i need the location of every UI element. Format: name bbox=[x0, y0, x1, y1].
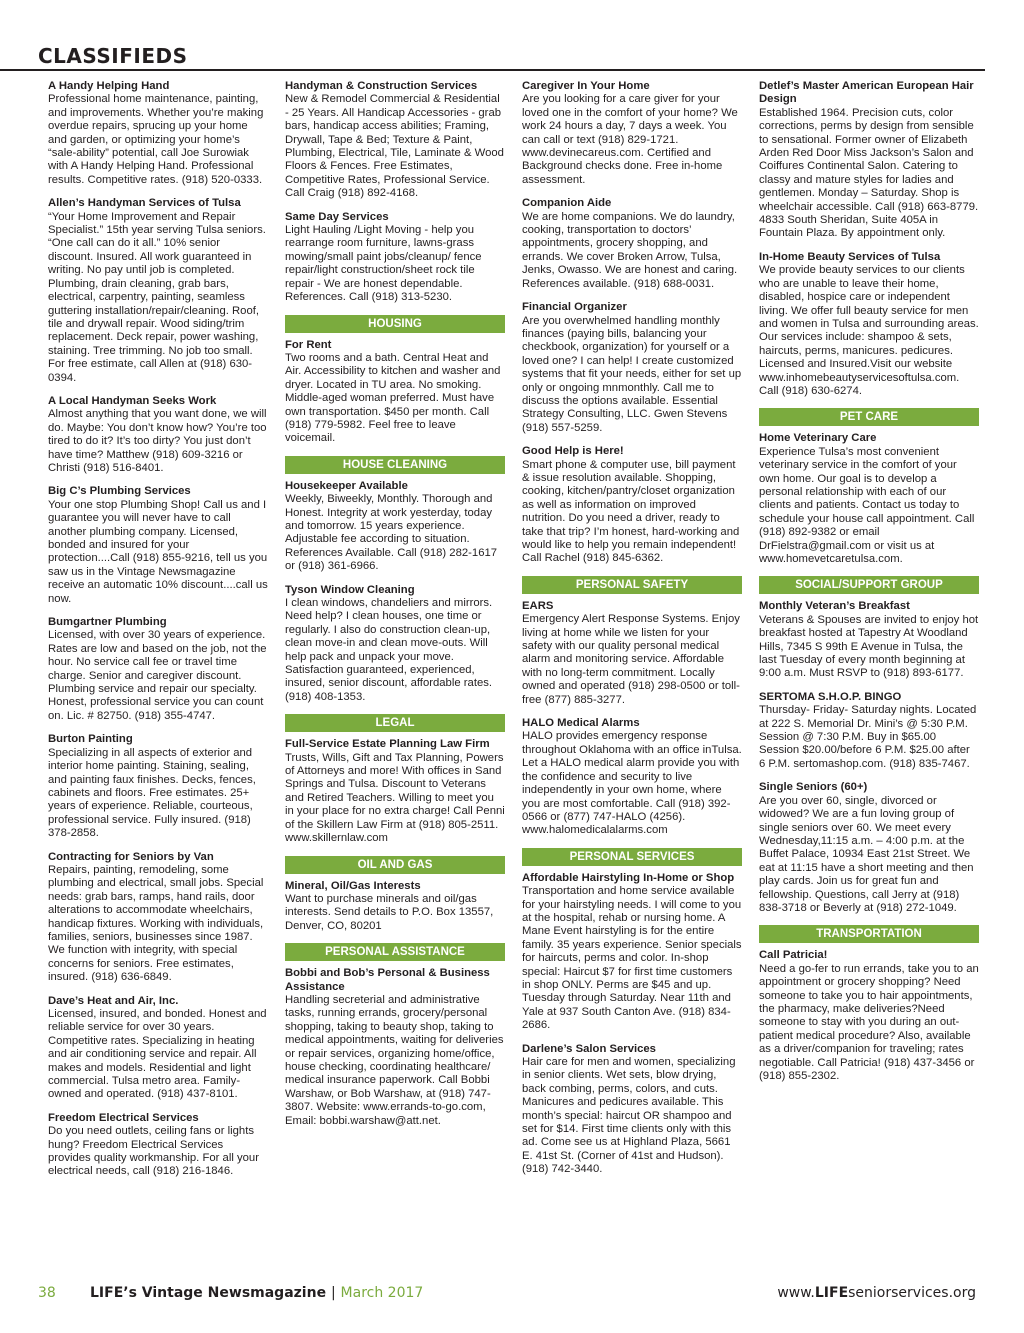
section-header: PET CARE bbox=[759, 408, 979, 426]
ad-title: A Local Handyman Seeks Work bbox=[48, 394, 217, 407]
ad-title: Dave’s Heat and Air, Inc. bbox=[48, 994, 179, 1007]
classified-ad bbox=[285, 880, 505, 934]
classified-ad bbox=[48, 851, 268, 985]
ad-title: A Handy Helping Hand bbox=[48, 80, 170, 92]
classified-ad bbox=[759, 691, 979, 771]
classified-ad bbox=[759, 80, 979, 241]
ad-title: Companion Aide bbox=[522, 197, 612, 210]
publication-name: LIFE’s Vintage Newsmagazine bbox=[90, 1285, 327, 1301]
classified-ad bbox=[285, 80, 505, 201]
ad-body: Licensed, with over 30 years of experience. Rates are low and based on the job, not the hour. No service call fee or travel time charge. Senior and caregiver discount. Plumbing service and repair our specialty. Honest, professional service you can count on. Lic. # 82750. (918) 355-4747. bbox=[48, 629, 267, 722]
classified-ad bbox=[759, 781, 979, 915]
ad-body: Do you need outlets, ceiling fans or lights hung? Freedom Electrical Services provides quality workmanship. For all your electrical needs, call (918) 216-1846. bbox=[48, 1125, 259, 1178]
classified-ad bbox=[48, 1112, 268, 1179]
ad-title: Full-Service Estate Planning Law Firm bbox=[285, 738, 490, 751]
ad-title: Burton Painting bbox=[48, 733, 133, 746]
ad-title: Detlef’s Master American European Hair Design bbox=[759, 80, 974, 106]
page-title: CLASSIFIEDS bbox=[38, 44, 188, 68]
ad-title: Good Help is Here! bbox=[522, 445, 624, 458]
ad-title: Big C’s Plumbing Services bbox=[48, 485, 191, 498]
classified-ad bbox=[522, 197, 742, 291]
ad-body: I clean windows, chandeliers and mirrors. Need help? I clean houses, one time or regularly. I also do construction clean-up, clean move-in and clean move-outs. Will help pack and unpack your move. Satisfaction guaranteed, experienced, insured, senior discount, affordable rates. (918) 408-1353. bbox=[285, 597, 493, 703]
ad-title: Allen’s Handyman Services of Tulsa bbox=[48, 197, 241, 210]
section-header: SOCIAL/SUPPORT GROUP bbox=[759, 576, 979, 594]
section-header: TRANSPORTATION bbox=[759, 925, 979, 943]
ad-body: Established 1964. Precision cuts, color corrections, perms by design from sensible to sensational. Former owner of Elizabeth Arden Red Door Miss Jackson’s Salon and Coiffures Continental Salon. Catering to classy and mature styles for ladies and gentlemen. Monday – Saturday. Shop is wheelchair accessible. Call (918) 663-8779. 4833 South Sheridan, Suite 405A in Fountain Plaza. By appointment only. bbox=[759, 106, 979, 240]
ad-body: New & Remodel Commercial & Residential - 25 Years. All Handicap Accessories - grab bars, handicap access abilities; Framing, Drywall, Tape & Bed; Texture & Paint, Plumbing, Electrical, Tile, Laminate & Wood Floors & Fences. Free Estimates, Competitive Rates, Professional Service. Call Craig (918) 892-4168. bbox=[285, 93, 504, 200]
section-header: PERSONAL ASSISTANCE bbox=[285, 943, 505, 961]
ad-title: Bobbi and Bob’s Personal & Business Assistance bbox=[285, 967, 490, 993]
classified-ad bbox=[522, 600, 742, 707]
ad-body: Handling secreterial and administrative tasks, running errands, grocery/personal shopping, taking to beauty shop, taking to medical appointments, waiting for deliveries or repair services, organizing home/office, house checking, coordinating healthcare/ medical insurance paperwork. Call Bobbi Warshaw, or Bob Warshaw, at (918) 747-3807. Website: www.errands-to-go.com, Email: bobbi.warshaw@att.net. bbox=[285, 993, 504, 1127]
ad-body: We are home companions. We do laundry, cooking, transportation to doctors’ appointments, grocery shopping, and errands. We cover Broken Arrow, Tulsa, Jenks, Owasso. We are honest and caring. References available. (918) 688-0031. bbox=[522, 210, 738, 290]
section-header: HOUSING bbox=[285, 315, 505, 333]
section-header: OIL AND GAS bbox=[285, 856, 505, 874]
ad-body: Almost anything that you want done, we will do. Maybe: You don’t know how? You’re too tired to do it? It’s too dirty? You just don’t have time? Matthew (918) 609-3216 or Christi (918) 516-8401. bbox=[48, 408, 267, 474]
ad-title: EARS bbox=[522, 599, 554, 612]
ad-body: Thursday- Friday- Saturday nights. Located at 222 S. Memorial Dr. Mini’s @ 5:30 P.M. Session @ 7:30 P.M. Buy in $65.00 Session $20.00/before 6 P.M. $25.00 after 6 P.M. sertomashop.com. (918) 835-7467. bbox=[759, 704, 977, 770]
ad-title: Tyson Window Cleaning bbox=[285, 583, 415, 596]
ad-body: Repairs, painting, remodeling, some plumbing and electrical, small jobs. Special needs: grab bars, ramps, hand rails, door alterations to accommodate wheelchairs, handicap fixtures. Working with individuals, families, seniors, businesses since 1987. We function with integrity, with special concerns for seniors. Free estimates, insured. (918) 636-6849. bbox=[48, 863, 264, 984]
classified-ad bbox=[285, 211, 505, 305]
ad-body: HALO provides emergency response throughout Oklahoma with an office inTulsa. Let a HALO medical alarm provide you with the confidence and security to live independently in your own home, where you are most comfortable. Call (918) 392-0566 or (877) 747-HALO (4256). www.halomedicalalarms.com bbox=[522, 730, 742, 837]
ad-body: Need a go-fer to run errands, take you to an appointment or grocery shopping? Need someone to take you to hair appointments, the pharmacy, make deliveries?Need someone to stay with you during an out-patient medical procedure? Also, available as a driver/companion for traveling; rates negotiable. Call Patricia! (918) 437-3456 or (918) 855-2302. bbox=[759, 962, 979, 1082]
ad-title: Same Day Services bbox=[285, 210, 389, 223]
column-2 bbox=[285, 80, 505, 1138]
ad-title: Contracting for Seniors by Van bbox=[48, 850, 214, 863]
classified-ad bbox=[48, 395, 268, 475]
classified-ad bbox=[759, 432, 979, 566]
website-link[interactable] bbox=[777, 1285, 976, 1301]
ad-title: Single Seniors (60+) bbox=[759, 781, 868, 794]
ad-title: HALO Medical Alarms bbox=[522, 717, 640, 730]
issue-date: March 2017 bbox=[340, 1285, 424, 1301]
ad-body: “Your Home Improvement and Repair Specialist.” 15th year serving Tulsa seniors. “One call can do it all.” 10% senior discount. Insured. All work guaranteed in writing. No pay until job is completed. Plumbing, drain cleaning, grab bars, electrical, carpentry, painting, seamless guttering installation/repair/cleaning. Roof, tile and drywall repair. Wood siding/trim replacement. Deck repair, power washing, staining. Tree trimming. No job too small. For free estimate, call Allen at (918) 630-0394. bbox=[48, 210, 266, 384]
ad-body: Hair care for men and women, specializing in senior clients. Wet sets, blow drying, back combing, perms, colors, and cuts. Manicures and pedicures available. This month’s special: haircut OR shampoo and set for $14. First time clients only with this ad. Come see us at Highland Plaza, 5661 E. 41st St. (Corner of 41st and Hudson). (918) 742-3440. bbox=[522, 1056, 736, 1176]
website-brand: LIFE bbox=[814, 1285, 849, 1301]
ad-body: Your one stop Plumbing Shop! Call us and I guarantee you will never have to call another plumbing company. Licensed, bonded and insured for your protection....Call (918) 855-9216, tell us you saw us in the Vintage Newsmagazine receive an automatic 10% discount....call us now. bbox=[48, 498, 268, 605]
ad-body: Are you over 60, single, divorced or widowed? We are a fun loving group of single seniors over 60. We meet every Wednesday,11:15 a.m. – 4:00 p.m. at the Buffet Palace, 10934 East 21st Street. We eat at 11:15 have a short meeting and then play cards. Join us for great fun and fellowship. Questions, call Jerry at (918) 838-3718 or Beverly at (918) 272-1049. bbox=[759, 794, 974, 914]
classified-ad bbox=[285, 738, 505, 845]
ad-body: Are you looking for a care giver for your loved one in the comfort of your home? We work 24 hours a day, 7 days a week. You can call or text (918) 829-1721. www.devinecareus.com. Certified and Background checks done. Free in-home assessment. bbox=[522, 93, 738, 186]
classified-ad bbox=[48, 995, 268, 1102]
ad-body: Veterans & Spouses are invited to enjoy hot breakfast hosted at Tapestry At Woodland Hills, 7345 S 99th E Avenue in Tulsa, the last Tuesday of every month beginning at 9:00 a.m. Must RSVP to (918) 893-6177. bbox=[759, 613, 979, 680]
classified-ad bbox=[48, 197, 268, 385]
ad-title: SERTOMA S.H.O.P. BINGO bbox=[759, 690, 902, 703]
footer-separator: | bbox=[330, 1285, 336, 1301]
ad-title: Call Patricia! bbox=[759, 949, 828, 962]
ad-body: We provide beauty services to our clients who are unable to leave their home, disabled, hospice care or independent living. We offer full beauty service for men and women in Tulsa and surrounding areas. Our services include: shampoo & sets, haircuts, perms, manicures. pedicures. Licensed and Insured.Visit our website www.inhomebeautyservicesoftulsa.com. Call (918) 630-6274. bbox=[759, 264, 979, 397]
ad-title: Darlene’s Salon Services bbox=[522, 1042, 656, 1055]
classified-ad bbox=[48, 485, 268, 606]
ad-body: Are you overwhelmed handling monthly finances (paying bills, balancing your checkbook, organization) for yourself or a loved one? I can help! I create customized systems that fit your needs, either for set up only or ongoing mnmonthly. Call me to discuss the options available. Essential Strategy Consulting, LLC. Gwen Stevens (918) 557-5259. bbox=[522, 314, 742, 434]
column-4 bbox=[759, 80, 979, 1093]
classified-ad bbox=[48, 616, 268, 723]
classified-ad bbox=[522, 301, 742, 435]
title-rule bbox=[0, 69, 985, 71]
ad-title: Monthly Veteran’s Breakfast bbox=[759, 600, 910, 613]
website-prefix: www. bbox=[777, 1285, 815, 1301]
ad-title: Affordable Hairstyling In-Home or Shop bbox=[522, 871, 735, 884]
ad-title: Bumgartner Plumbing bbox=[48, 616, 167, 629]
section-header: PERSONAL SAFETY bbox=[522, 576, 742, 594]
page-footer bbox=[38, 1285, 976, 1305]
page-number: 38 bbox=[38, 1285, 56, 1301]
ad-body: Licensed, insured, and bonded. Honest and reliable service for over 30 years. Competitive rates. Specializing in heating and air conditioning service and repair. All makes and models. Residential and light commercial. Tulsa metro area. Family-owned and operated. (918) 437-8101. bbox=[48, 1008, 267, 1101]
classified-ad bbox=[285, 584, 505, 705]
ad-body: Emergency Alert Response Systems. Enjoy living at home while we listen for your safety with our quality personal medical alarm and monitoring service. Affordable with no long-term commitment. Locally owned and operated (918) 298-0500 or toll-free (877) 885-3277. bbox=[522, 613, 740, 706]
website-suffix: seniorservices.org bbox=[848, 1285, 976, 1301]
classified-ad bbox=[522, 445, 742, 566]
classified-ad bbox=[522, 872, 742, 1033]
ad-body: Professional home maintenance, painting, and improvements. Whether you’re making overdue repairs, sprucing up your home and garden, or optimizing your home’s “sale-ability” potential, call Joe Surowiak with A Handy Helping Hand. Professional results. Competitive rates. (918) 520-0333. bbox=[48, 93, 264, 186]
column-1 bbox=[48, 80, 268, 1189]
ad-title: Home Veterinary Care bbox=[759, 432, 877, 445]
ad-body: Two rooms and a bath. Central Heat and Air. Accessibility to kitchen and washer and dryer. Located in TU area. No smoking. Middle-aged woman preferred. Must have own transportation. $450 per month. Call (918) 779-5982. Feel free to leave voicemail. bbox=[285, 351, 501, 445]
ad-title: Caregiver In Your Home bbox=[522, 80, 650, 92]
classified-ad bbox=[285, 967, 505, 1128]
classified-ad bbox=[759, 600, 979, 680]
ad-body: Weekly, Biweekly, Monthly. Thorough and Honest. Integrity at work yesterday, today and tomorrow. 15 years experience. Adjustable fee according to situation. References Available. Call (918) 282-1617 or (918) 361-6966. bbox=[285, 493, 498, 573]
classified-ad bbox=[285, 339, 505, 446]
ad-title: Mineral, Oil/Gas Interests bbox=[285, 879, 421, 892]
classified-ad bbox=[48, 80, 268, 187]
classified-ad bbox=[522, 717, 742, 838]
column-3 bbox=[522, 80, 742, 1187]
ad-title: Freedom Electrical Services bbox=[48, 1111, 199, 1124]
ad-title: In-Home Beauty Services of Tulsa bbox=[759, 250, 941, 263]
ad-body: Specializing in all aspects of exterior and interior home painting. Staining, sealing, and painting faux finishes. Decks, fences, cabinets and floors. Free estimates. 25+ years of experience. Reliable, courteous, professional service. Fully insured. (918) 378-2858. bbox=[48, 746, 256, 840]
classified-ad bbox=[522, 1043, 742, 1177]
ad-body: Want to purchase minerals and oil/gas interests. Send details to P.O. Box 13557, Denver, CO, 80201 bbox=[285, 892, 494, 932]
ad-body: Trusts, Wills, Gift and Tax Planning, Powers of Attorneys and more! With offices in Sand Springs and Tulsa. Discount to Veterans and Retired Teachers. Willing to meet you in your place for no extra charge! Call Penni of the Skillern Law Firm at (918) 805-2511. www.skillernlaw.com bbox=[285, 751, 505, 845]
section-header: HOUSE CLEANING bbox=[285, 456, 505, 474]
section-header: PERSONAL SERVICES bbox=[522, 848, 742, 866]
ad-title: For Rent bbox=[285, 338, 332, 351]
classified-ad bbox=[759, 251, 979, 398]
classified-ad bbox=[285, 480, 505, 574]
publication-info bbox=[90, 1285, 423, 1301]
ad-body: Smart phone & computer use, bill payment & issue resolution available. Shopping, cooking, kitchen/pantry/closet organization as well as information on improved nutrition. Do you need a driver, ready to take that trip? I’m honest, hard-working and would like to help you remain independent! Call Rachel (918) 845-6362. bbox=[522, 458, 740, 565]
ad-title: Handyman & Construction Services bbox=[285, 80, 478, 92]
ad-title: Financial Organizer bbox=[522, 301, 627, 314]
ad-title: Housekeeper Available bbox=[285, 479, 408, 492]
classified-ad bbox=[759, 949, 979, 1083]
classified-ad bbox=[48, 733, 268, 840]
classified-ad bbox=[522, 80, 742, 187]
ad-body: Transportation and home service available for your hairstyling needs. I will come to you at the hospital, rehab or nursing home. A Mane Event hairstyling is for the entire family. 35 years experience. Senior specials for haircuts, perms and color. In-shop special: Haircut $7 for first time customers in shop ONLY. Perms are $45 and up. Tuesday through Saturday. Near 11th and Yale at 937 South Canton Ave. (918) 834-2686. bbox=[522, 885, 742, 1032]
ad-body: Light Hauling /Light Moving - help you rearrange room furniture, lawns-grass mowing/small paint jobs/cleanup/ fence repair/light construction/sheet rock tile repair - We are honest dependable. References. Call (918) 313-5230. bbox=[285, 224, 482, 304]
section-header: LEGAL bbox=[285, 714, 505, 732]
ad-body: Experience Tulsa’s most convenient veterinary service in the comfort of your own home. Our goal is to develop a personal relationship with each of our clients and patients. Contact us today to schedule your house call appointment. Call (918) 892-9382 or email DrFielstra@gmail.com or visit us at www.homevetcaretulsa.com. bbox=[759, 445, 975, 565]
